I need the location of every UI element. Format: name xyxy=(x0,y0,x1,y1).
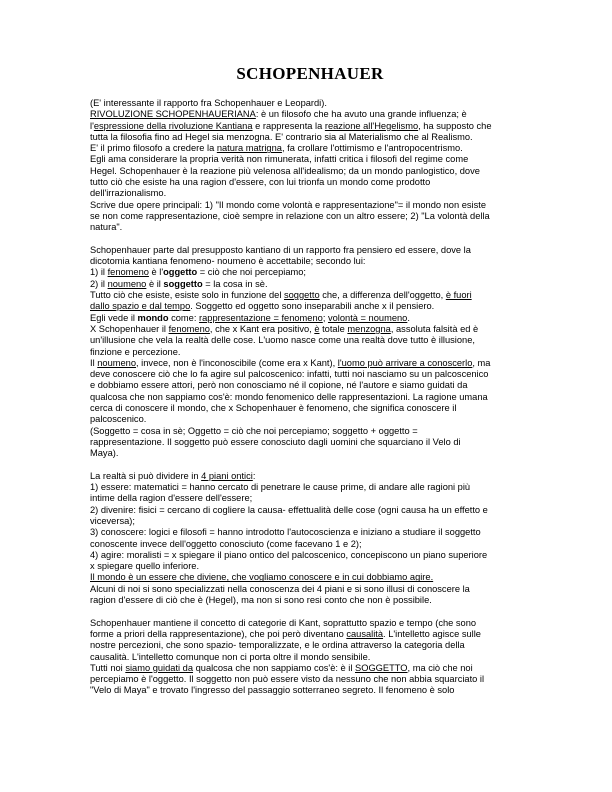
text-line: Egli ama considerare la propria verità non rimunerata, infatti critica i filosofi del regime come xyxy=(90,154,469,165)
text-line: viceversa); xyxy=(90,515,135,526)
text-line: cerca di conoscere il mondo, che x Schopenhauer è fenomeno, che significa conoscere il xyxy=(90,403,457,414)
text-line: 3) conoscere: logici e filosofi = hanno introdotto l'autocoscienza e iniziano a studiare il soggetto xyxy=(90,527,481,538)
text-line: Egli vede il mondo come: rappresentazione = fenomeno; volontà = noumeno. xyxy=(90,312,410,323)
text-line: Alcuni di noi si sono specializzati nella conoscenza dei 4 piani e si sono illusi di conoscere la xyxy=(90,583,470,594)
text-line: Il mondo è un essere che diviene, che vogliamo conoscere e in cui dobbiamo agire. xyxy=(90,572,434,583)
text-line: Tutti noi siamo guidati da qualcosa che non sappiamo cos'è: è il SOGGETTO, ma ciò che noi xyxy=(90,662,473,673)
paragraph-gap xyxy=(90,460,530,471)
text-line: deve conoscere ciò che lo fa agire sul palcoscenico: infatti, tutti noi nasciamo su un palcoscenico xyxy=(90,369,489,380)
text-line: Maya). xyxy=(90,448,119,459)
text-line: Scrive due opere principali: 1) "Il mondo come volontà e rappresentazione"= il mondo non esiste xyxy=(90,199,487,210)
text-line: un'illusione che vela la realtà delle cose. L'uomo nasce come una realtà dove tutto è illusione, xyxy=(90,335,475,346)
paragraph-gap xyxy=(90,234,530,245)
text-line: tutta la filosofia fino ad Hegel sia menzogna. E' contrario sia al Materialismo che al Realismo. xyxy=(90,131,473,142)
text-line: percepiamo è l'oggetto. Il soggetto non può essere visto da nessuno che non abbia squarciato il xyxy=(90,674,485,685)
text-line: 4) agire: moralisti = x spiegare il piano ontico del palcoscenico, concepiscono un piano superiore xyxy=(90,549,488,560)
text-line: 1) essere: matematici = hanno cercato di penetrare le cause prime, di andare alle ragioni più xyxy=(90,482,471,493)
text-line: (E' interessante il rapporto fra Schopenhauer e Leopardi). xyxy=(90,98,327,108)
paragraph-gap xyxy=(90,606,530,617)
text-line: intime della ragion d'essere dell'essere; xyxy=(90,493,253,504)
page-title: SCHOPENHAUER xyxy=(236,64,384,83)
text-line: E' il primo filosofo a credere la natura matrigna, fa crollare l'ottimismo e l'antropocentrismo. xyxy=(90,143,463,154)
text-line: 2) il noumeno è il soggetto = la cosa in sè. xyxy=(90,278,268,289)
text-line: X Schopenhauer il fenomeno, che x Kant era positivo, è totale menzogna, assoluta falsità ed è xyxy=(90,323,479,334)
text-line: conoscente invece dell'oggetto conosciuto (come facevano 1 e 2); xyxy=(90,538,362,549)
text-line: l'espressione della rivoluzione Kantiana e rappresenta la reazione all'Hegelismo, ha supposto che xyxy=(90,120,492,131)
text-line: tutto ciò che esiste ha una ragion d'essere, con lui trionfa un mondo come prodotto xyxy=(90,177,431,188)
text-line: ragion d'essere di ciò che è (Hegel), ma non si sono resi conto che non è possibile. xyxy=(90,595,432,606)
text-line: se non come rappresentazione, cioè sempre in relazione con un altro essere; 2) "La volontà della xyxy=(90,210,490,221)
text-line: qualcosa che non sappiamo cos'è: mondo fenomenico delle rappresentazioni. La ragione umana xyxy=(90,391,488,402)
text-line: finzione e percezione. xyxy=(90,346,181,357)
text-line: e dobbiamo essere attori, però non conosciamo né il copione, né l'autore e siamo guidati da xyxy=(90,380,468,391)
text-line: 2) divenire: fisici = cercano di cogliere la causa- effettualità delle cose (ogni causa ha un effetto e xyxy=(90,504,488,515)
text-line: dallo spazio e dal tempo. Soggetto ed oggetto sono inseparabili anche x il pensiero. xyxy=(90,301,435,312)
section-phenomenon-noumenon xyxy=(90,245,530,460)
section-categories xyxy=(90,618,530,697)
text-line: Tutto ciò che esiste, esiste solo in funzione del soggetto che, a differenza dell'oggetto, è fuori xyxy=(90,290,472,301)
text-line: x spiegare quello inferiore. xyxy=(90,561,200,572)
text-line: RIVOLUZIONE SCHOPENHAUERIANA: è un filosofo che ha avuto una grande influenza; è xyxy=(90,109,467,120)
text-line: La realtà si può dividere in 4 piani ontici: xyxy=(90,470,256,481)
text-line: dell'irrazionalismo. xyxy=(90,188,167,199)
text-line: "Velo di Maya" e trovato l'ingresso del passaggio sotterraneo segreto. Il fenomeno è solo xyxy=(90,685,455,696)
text-line: Hegel. Schopenhauer è la reazione più velenosa all'idealismo; da un mondo panlogistico, dove xyxy=(90,165,480,176)
text-line: palcoscenico. xyxy=(90,414,147,425)
section-introduction xyxy=(90,98,530,234)
text-line: rappresentazione. Il soggetto può essere conosciuto dagli uomini che squarciano il Velo di xyxy=(90,436,461,447)
text-line: dicotomia kantiana fenomeno- noumeno è accettabile; secondo lui: xyxy=(90,256,366,267)
text-line: forme a priori della rappresentazione), che poi però diventano causalità. L'intelletto agisce sulle xyxy=(90,628,481,639)
text-line: (Soggetto = cosa in sè; Oggetto = ciò che noi percepiamo; soggetto + oggetto = xyxy=(90,425,418,436)
text-line: nostre percezioni, che sono spazio- temporalizzate, e le ordina attraverso la categoria della xyxy=(90,640,465,651)
text-line: 1) il fenomeno è l'oggetto = ciò che noi percepiamo; xyxy=(90,267,306,278)
text-line: causalità. L'intelletto comunque non ci porta oltre il mondo sensibile. xyxy=(90,651,371,662)
text-line: Il noumeno, invece, non è l'inconoscibile (come era x Kant), l'uomo può arrivare a conoscerlo, ma xyxy=(90,357,491,368)
text-line: Schopenhauer parte dal presupposto kantiano di un rapporto fra pensiero ed essere, dove la xyxy=(90,244,471,255)
text-line: natura". xyxy=(90,222,123,233)
document-page xyxy=(90,0,530,697)
text-line: Schopenhauer mantiene il concetto di categorie di Kant, soprattutto spazio e tempo (che sono xyxy=(90,617,477,628)
section-ontic-planes xyxy=(90,471,530,607)
